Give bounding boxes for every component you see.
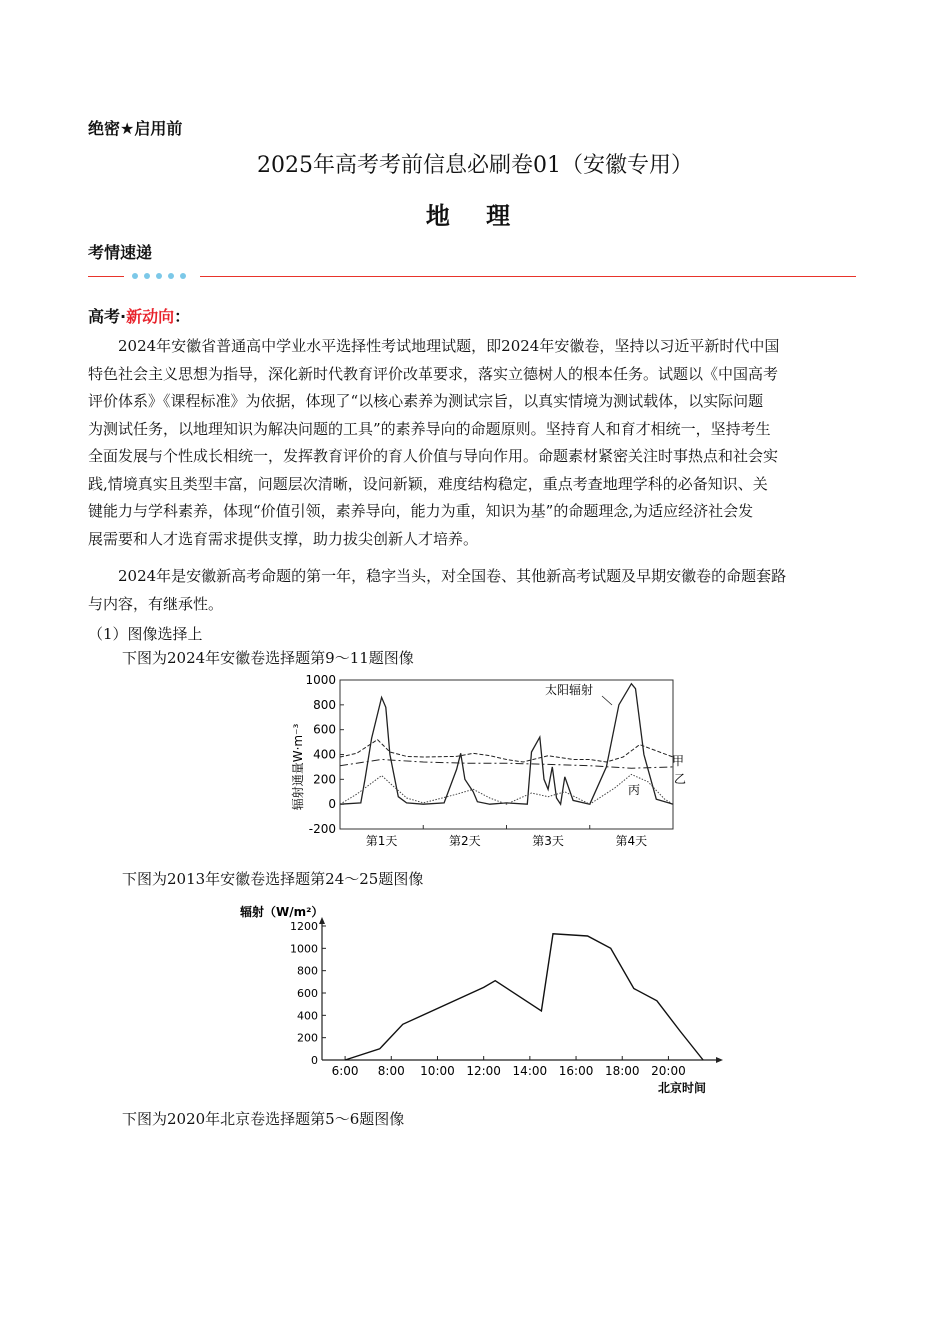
x-tick-label: 10:00 bbox=[420, 1064, 455, 1078]
secret-label: 绝密★启用前 bbox=[88, 119, 183, 138]
x-tick-label: 18:00 bbox=[604, 1064, 640, 1078]
paragraph-line: 特色社会主义思想为指导，深化新时代教育评价改革要求，落实立德树人的根本任务。试题以《中国高考 bbox=[88, 364, 779, 383]
y-tick-label: 800 bbox=[313, 697, 336, 712]
x-tick-label: 16:00 bbox=[558, 1064, 594, 1078]
y-tick-label: 0 bbox=[311, 1054, 318, 1067]
series-line-2 bbox=[340, 760, 673, 769]
radiation-chart-2013 bbox=[240, 900, 730, 1100]
x-tick-label: 12:00 bbox=[466, 1064, 501, 1078]
new-direction-suffix: ： bbox=[174, 307, 191, 326]
y-tick-label: 800 bbox=[297, 964, 318, 978]
paragraph-line: 为测试任务，以地理知识为解决问题的工具”的素养导向的命题原则。坚持育人和育才相统一，坚持考生 bbox=[88, 419, 771, 438]
caption-chart-1: 下图为2024年安徽卷选择题第9～11题图像 bbox=[122, 649, 414, 667]
annotation-jia: 甲 bbox=[672, 754, 685, 768]
x-category-label: 第4天 bbox=[615, 834, 648, 848]
document-title: 2025年高考考前信息必刷卷01（安徽专用） bbox=[257, 153, 693, 178]
subheading: （1）图像选择上 bbox=[88, 625, 203, 643]
caption-chart-2: 下图为2013年安徽卷选择题第24～25题图像 bbox=[122, 870, 424, 888]
paragraph-line: 践,情境真实且类型丰富，问题层次清晰，设问新颖，难度结构稳定，重点考查地理学科的必备知识、关 bbox=[88, 474, 768, 493]
subject-title: 地 理 bbox=[425, 202, 525, 230]
y-tick-label: 0 bbox=[328, 797, 336, 812]
paragraph-1 bbox=[88, 333, 862, 553]
paragraph-line: 键能力与学科素养，体现“价值引领，素养导向，能力为重，知识为基”的命题理念,为适应经济社会发 bbox=[88, 502, 754, 520]
x-category-label: 第3天 bbox=[532, 834, 564, 848]
y-tick-label: 400 bbox=[313, 747, 336, 762]
x-category-label: 第2天 bbox=[449, 834, 481, 848]
y-tick-label: 200 bbox=[297, 1031, 318, 1045]
y-tick-label: 600 bbox=[297, 987, 318, 1000]
section-divider bbox=[88, 276, 856, 278]
series-line-0 bbox=[345, 934, 703, 1060]
paragraph-line: 展需要和人才选育需求提供支撑，助力拔尖创新人才培养。 bbox=[88, 529, 479, 548]
y-tick-label: 1000 bbox=[305, 673, 336, 687]
y-axis-label: 辐射通量W·m⁻³ bbox=[291, 723, 305, 811]
new-direction-highlight: 新动向 bbox=[126, 307, 175, 326]
paragraph-2 bbox=[88, 563, 862, 618]
series-line-0 bbox=[340, 684, 673, 805]
series-line-3 bbox=[340, 774, 673, 804]
paragraph-line: 2024年安徽省普通高中学业水平选择性考试地理试题，即2024年安徽卷，坚持以习近平新时代中国 bbox=[118, 337, 780, 355]
x-category-label: 第1天 bbox=[365, 834, 398, 848]
radiation-chart-2024 bbox=[290, 672, 690, 852]
y-tick-label: 200 bbox=[313, 772, 336, 787]
section-title: 考情速递 bbox=[88, 243, 153, 262]
caption-chart-3: 下图为2020年北京卷选择题第5～6题图像 bbox=[122, 1110, 405, 1128]
paragraph-line: 2024年是安徽新高考命题的第一年，稳字当头，对全国卷、其他新高考试题及早期安徽卷的命题套路 bbox=[118, 567, 787, 585]
x-axis-arrow bbox=[716, 1057, 723, 1063]
paragraph-line: 全面发展与个性成长相统一，发挥教育评价的育人价值与导向作用。命题素材紧密关注时事热点和社会实 bbox=[88, 447, 779, 465]
y-tick-label: 1000 bbox=[290, 942, 318, 956]
y-tick-label: -200 bbox=[308, 822, 336, 836]
x-tick-label: 6:00 bbox=[331, 1064, 359, 1078]
paragraph-line: 评价体系》《课程标准》为依据，体现了“以核心素养为测试宗旨，以真实情境为测试载体，以实际问题 bbox=[88, 392, 764, 410]
y-tick-label: 400 bbox=[297, 1009, 318, 1023]
new-direction-prefix: 高考· bbox=[88, 307, 127, 326]
y-tick-label: 1200 bbox=[290, 920, 318, 933]
paragraph-line: 与内容，有继承性。 bbox=[88, 594, 224, 613]
x-tick-label: 14:00 bbox=[512, 1064, 548, 1078]
x-tick-label: 8:00 bbox=[377, 1064, 405, 1078]
annotation-bing: 丙 bbox=[628, 783, 641, 797]
annotation-yi: 乙 bbox=[674, 772, 687, 786]
y-axis-label: 辐射（W/m²） bbox=[240, 905, 324, 919]
x-tick-label: 20:00 bbox=[651, 1064, 686, 1078]
x-axis-label: 北京时间 bbox=[658, 1081, 707, 1095]
new-direction-heading bbox=[88, 304, 190, 327]
y-tick-label: 600 bbox=[313, 722, 336, 737]
annotation-solar: 太阳辐射 bbox=[545, 683, 594, 697]
